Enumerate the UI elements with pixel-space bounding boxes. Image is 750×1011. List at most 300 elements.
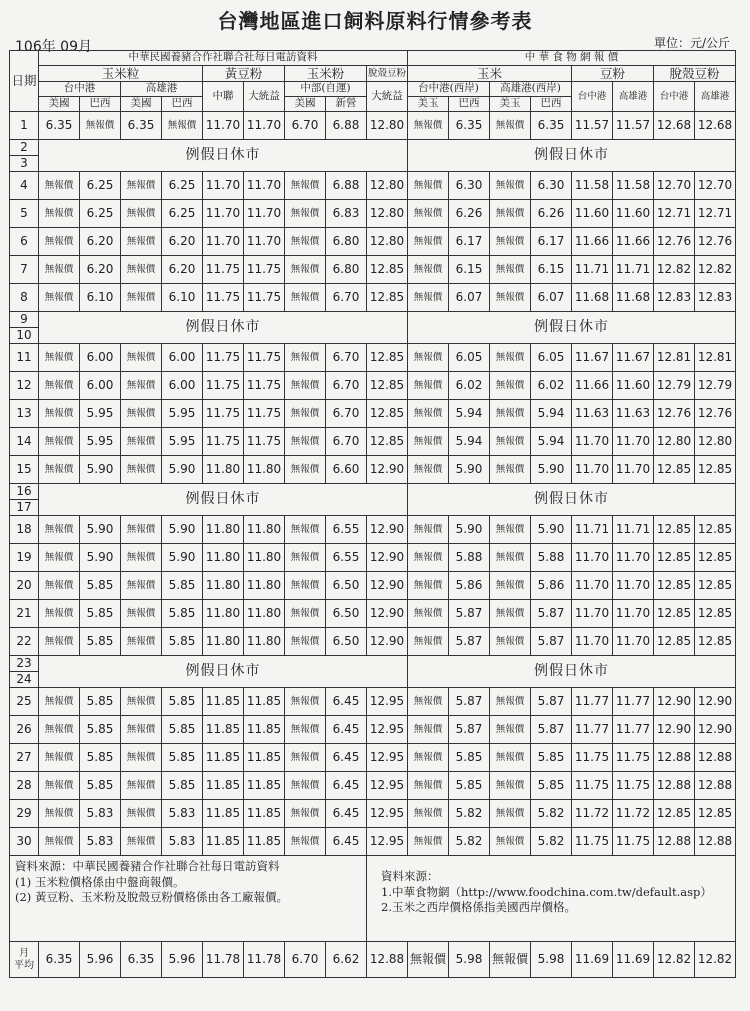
price-cell: 無報價 xyxy=(121,456,162,484)
price-cell: 5.87 xyxy=(531,716,572,744)
average-cell: 無報價 xyxy=(408,942,449,978)
price-cell: 無報價 xyxy=(408,112,449,140)
price-cell: 11.75 xyxy=(203,256,244,284)
day-cell: 29 xyxy=(10,800,39,828)
price-cell: 12.76 xyxy=(654,228,695,256)
price-cell: 12.85 xyxy=(654,456,695,484)
price-cell: 11.75 xyxy=(613,828,654,856)
price-cell: 無報價 xyxy=(121,228,162,256)
notes-right xyxy=(367,856,736,942)
price-cell: 無報價 xyxy=(285,628,326,656)
price-cell: 無報價 xyxy=(408,688,449,716)
price-cell: 無報價 xyxy=(490,256,531,284)
price-cell: 5.85 xyxy=(162,688,203,716)
table-row xyxy=(10,400,736,428)
price-cell: 11.71 xyxy=(572,516,613,544)
price-cell: 6.83 xyxy=(326,200,367,228)
price-cell: 11.85 xyxy=(203,800,244,828)
price-cell: 11.71 xyxy=(613,256,654,284)
price-cell: 6.35 xyxy=(121,112,162,140)
price-cell: 11.63 xyxy=(613,400,654,428)
price-cell: 12.68 xyxy=(695,112,736,140)
day-cell: 7 xyxy=(10,256,39,284)
price-cell: 5.86 xyxy=(449,572,490,600)
price-cell: 5.85 xyxy=(531,772,572,800)
brazil-2-header: 巴西 xyxy=(162,97,203,112)
table-row xyxy=(10,428,736,456)
day-cell: 18 xyxy=(10,516,39,544)
price-cell: 5.85 xyxy=(80,628,121,656)
price-cell: 11.80 xyxy=(244,600,285,628)
price-cell: 6.00 xyxy=(162,372,203,400)
price-cell: 無報價 xyxy=(162,112,203,140)
price-cell: 6.10 xyxy=(162,284,203,312)
price-cell: 11.70 xyxy=(613,628,654,656)
price-cell: 無報價 xyxy=(285,284,326,312)
price-cell: 無報價 xyxy=(121,600,162,628)
kaohsiung-west-header: 高雄港(西岸) xyxy=(490,82,572,97)
price-cell: 12.85 xyxy=(367,428,408,456)
price-cell: 無報價 xyxy=(39,372,80,400)
notes-right-title: 資料來源： xyxy=(381,869,439,883)
price-cell: 無報價 xyxy=(408,456,449,484)
price-cell: 6.25 xyxy=(162,200,203,228)
price-cell: 6.88 xyxy=(326,172,367,200)
price-cell: 6.35 xyxy=(39,112,80,140)
average-cell: 6.62 xyxy=(326,942,367,978)
price-cell: 12.85 xyxy=(695,572,736,600)
average-cell: 5.98 xyxy=(449,942,490,978)
day-cell: 17 xyxy=(10,500,39,516)
price-cell: 11.80 xyxy=(244,544,285,572)
price-cell: 無報價 xyxy=(285,172,326,200)
price-cell: 無報價 xyxy=(121,428,162,456)
price-cell: 無報價 xyxy=(39,256,80,284)
day-cell: 26 xyxy=(10,716,39,744)
price-cell: 11.75 xyxy=(244,284,285,312)
price-cell: 11.80 xyxy=(203,544,244,572)
day-cell: 20 xyxy=(10,572,39,600)
price-cell: 11.80 xyxy=(244,628,285,656)
price-cell: 無報價 xyxy=(39,716,80,744)
price-cell: 11.75 xyxy=(203,284,244,312)
price-cell: 6.05 xyxy=(531,344,572,372)
day-cell: 25 xyxy=(10,688,39,716)
price-cell: 6.25 xyxy=(80,200,121,228)
price-cell: 5.85 xyxy=(162,716,203,744)
price-cell: 6.25 xyxy=(80,172,121,200)
price-cell: 11.77 xyxy=(572,716,613,744)
price-cell: 6.80 xyxy=(326,228,367,256)
price-cell: 無報價 xyxy=(39,544,80,572)
price-cell: 12.88 xyxy=(695,828,736,856)
price-cell: 5.90 xyxy=(531,516,572,544)
price-cell: 11.70 xyxy=(203,112,244,140)
price-cell: 12.85 xyxy=(654,600,695,628)
dehulled-soy-left-header: 脫殼豆粉 xyxy=(367,66,408,82)
unit-label: 單位：元/公斤 xyxy=(653,36,730,50)
price-cell: 12.80 xyxy=(367,172,408,200)
table-row xyxy=(10,172,736,200)
day-cell: 14 xyxy=(10,428,39,456)
kaohsiung-2-header: 高雄港 xyxy=(613,82,654,112)
price-cell: 12.82 xyxy=(654,256,695,284)
price-cell: 無報價 xyxy=(39,744,80,772)
holiday-label: 例假日休市 xyxy=(39,656,408,688)
price-cell: 無報價 xyxy=(490,112,531,140)
price-cell: 12.85 xyxy=(367,372,408,400)
price-cell: 6.70 xyxy=(326,428,367,456)
day-cell: 6 xyxy=(10,228,39,256)
price-cell: 12.88 xyxy=(654,772,695,800)
datongyi-2-header: 大統益 xyxy=(367,82,408,112)
table-row xyxy=(10,344,736,372)
price-cell: 11.85 xyxy=(244,828,285,856)
price-cell: 11.75 xyxy=(203,372,244,400)
price-cell: 6.45 xyxy=(326,716,367,744)
notes-left-line2: (2) 黃豆粉、玉米粉及脫殼豆粉價格係由各工廠報價。 xyxy=(15,890,288,905)
price-cell: 無報價 xyxy=(285,772,326,800)
day-cell: 10 xyxy=(10,328,39,344)
price-cell: 11.80 xyxy=(203,516,244,544)
price-cell: 無報價 xyxy=(490,172,531,200)
price-cell: 11.71 xyxy=(572,256,613,284)
date-header: 日期 xyxy=(10,51,39,112)
price-cell: 無報價 xyxy=(121,372,162,400)
price-cell: 無報價 xyxy=(490,544,531,572)
price-cell: 無報價 xyxy=(490,744,531,772)
price-cell: 11.66 xyxy=(572,372,613,400)
price-cell: 12.80 xyxy=(367,112,408,140)
source-right-header: 中 華 食 物 網 報 價 xyxy=(408,51,736,66)
price-cell: 無報價 xyxy=(490,428,531,456)
price-cell: 11.80 xyxy=(244,572,285,600)
price-cell: 無報價 xyxy=(490,372,531,400)
price-cell: 12.79 xyxy=(695,372,736,400)
brazil-4-header: 巴西 xyxy=(531,97,572,112)
price-cell: 12.95 xyxy=(367,772,408,800)
price-cell: 6.20 xyxy=(80,228,121,256)
average-cell: 11.69 xyxy=(613,942,654,978)
price-cell: 6.45 xyxy=(326,688,367,716)
price-cell: 5.90 xyxy=(449,456,490,484)
price-cell: 6.25 xyxy=(162,172,203,200)
price-cell: 11.77 xyxy=(613,688,654,716)
price-cell: 無報價 xyxy=(121,172,162,200)
price-cell: 12.90 xyxy=(367,572,408,600)
price-cell: 5.95 xyxy=(162,400,203,428)
price-cell: 無報價 xyxy=(285,688,326,716)
price-cell: 12.95 xyxy=(367,716,408,744)
holiday-label: 例假日休市 xyxy=(408,656,736,688)
price-cell: 無報價 xyxy=(121,772,162,800)
average-label-top: 月 xyxy=(19,947,29,959)
price-cell: 11.70 xyxy=(203,172,244,200)
price-cell: 6.02 xyxy=(449,372,490,400)
price-cell: 11.66 xyxy=(613,228,654,256)
price-cell: 無報價 xyxy=(490,600,531,628)
price-cell: 11.70 xyxy=(244,112,285,140)
price-cell: 11.57 xyxy=(613,112,654,140)
price-cell: 11.77 xyxy=(613,716,654,744)
notes-right-line1: 1.中華食物網（http://www.foodchina.com.tw/default.asp） xyxy=(381,884,712,899)
price-cell: 5.85 xyxy=(80,744,121,772)
price-cell: 12.79 xyxy=(654,372,695,400)
price-cell: 12.95 xyxy=(367,800,408,828)
price-cell: 無報價 xyxy=(285,828,326,856)
price-cell: 6.10 xyxy=(80,284,121,312)
price-cell: 11.85 xyxy=(203,688,244,716)
price-cell: 無報價 xyxy=(408,544,449,572)
datongyi-header: 大統益 xyxy=(244,82,285,112)
price-cell: 6.45 xyxy=(326,744,367,772)
price-cell: 5.95 xyxy=(80,428,121,456)
price-cell: 6.45 xyxy=(326,800,367,828)
price-cell: 5.83 xyxy=(80,800,121,828)
price-cell: 無報價 xyxy=(408,516,449,544)
notes-left-line1: (1) 玉米粒價格係由中盤商報價。 xyxy=(15,874,185,889)
price-cell: 12.85 xyxy=(367,400,408,428)
price-cell: 12.95 xyxy=(367,744,408,772)
price-cell: 11.75 xyxy=(203,344,244,372)
meiyu-header: 美玉 xyxy=(408,97,449,112)
holiday-row xyxy=(10,140,736,156)
price-cell: 11.80 xyxy=(203,456,244,484)
price-cell: 11.75 xyxy=(613,772,654,800)
day-cell: 19 xyxy=(10,544,39,572)
price-cell: 6.20 xyxy=(80,256,121,284)
table-row xyxy=(10,112,736,140)
day-cell: 8 xyxy=(10,284,39,312)
price-cell: 5.90 xyxy=(80,516,121,544)
price-cell: 12.85 xyxy=(695,600,736,628)
price-cell: 11.75 xyxy=(572,828,613,856)
price-cell: 5.85 xyxy=(449,772,490,800)
taichung-2-header: 台中港 xyxy=(572,82,613,112)
price-cell: 5.85 xyxy=(80,572,121,600)
price-cell: 無報價 xyxy=(285,716,326,744)
price-cell: 12.81 xyxy=(654,344,695,372)
price-cell: 無報價 xyxy=(490,716,531,744)
price-cell: 6.05 xyxy=(449,344,490,372)
price-cell: 5.85 xyxy=(80,772,121,800)
price-cell: 無報價 xyxy=(121,800,162,828)
price-cell: 11.70 xyxy=(613,572,654,600)
price-cell: 12.90 xyxy=(367,516,408,544)
price-cell: 5.85 xyxy=(162,628,203,656)
price-cell: 無報價 xyxy=(408,344,449,372)
table-row xyxy=(10,284,736,312)
price-cell: 5.85 xyxy=(80,716,121,744)
price-cell: 5.85 xyxy=(449,744,490,772)
price-cell: 無報價 xyxy=(39,600,80,628)
price-cell: 5.95 xyxy=(80,400,121,428)
price-cell: 6.50 xyxy=(326,572,367,600)
price-cell: 5.82 xyxy=(449,828,490,856)
price-cell: 11.72 xyxy=(613,800,654,828)
price-cell: 無報價 xyxy=(490,456,531,484)
price-cell: 5.90 xyxy=(162,544,203,572)
brazil-3-header: 巴西 xyxy=(449,97,490,112)
price-cell: 5.94 xyxy=(449,428,490,456)
average-cell: 5.96 xyxy=(162,942,203,978)
price-cell: 11.77 xyxy=(572,688,613,716)
price-cell: 11.57 xyxy=(572,112,613,140)
price-cell: 無報價 xyxy=(285,372,326,400)
price-cell: 5.82 xyxy=(449,800,490,828)
price-cell: 12.76 xyxy=(695,400,736,428)
price-cell: 12.83 xyxy=(695,284,736,312)
price-cell: 6.17 xyxy=(449,228,490,256)
table-row xyxy=(10,544,736,572)
price-cell: 12.68 xyxy=(654,112,695,140)
usa-2-header: 美國 xyxy=(121,97,162,112)
price-cell: 11.75 xyxy=(244,256,285,284)
price-cell: 5.82 xyxy=(531,800,572,828)
price-cell: 6.17 xyxy=(531,228,572,256)
price-cell: 11.68 xyxy=(572,284,613,312)
day-cell: 13 xyxy=(10,400,39,428)
average-cell: 6.70 xyxy=(285,942,326,978)
price-cell: 5.87 xyxy=(449,628,490,656)
price-cell: 無報價 xyxy=(285,800,326,828)
price-cell: 6.55 xyxy=(326,516,367,544)
average-cell: 無報價 xyxy=(490,942,531,978)
holiday-label: 例假日休市 xyxy=(408,140,736,172)
price-cell: 11.60 xyxy=(613,372,654,400)
price-cell: 無報價 xyxy=(490,688,531,716)
corn-meal-xinying-header: 新營 xyxy=(326,97,367,112)
price-cell: 5.87 xyxy=(531,688,572,716)
price-cell: 無報價 xyxy=(121,716,162,744)
price-cell: 6.45 xyxy=(326,828,367,856)
price-cell: 5.87 xyxy=(449,688,490,716)
price-cell: 6.70 xyxy=(326,284,367,312)
day-cell: 27 xyxy=(10,744,39,772)
price-cell: 6.88 xyxy=(326,112,367,140)
price-cell: 11.85 xyxy=(203,828,244,856)
price-cell: 5.85 xyxy=(162,600,203,628)
price-cell: 6.45 xyxy=(326,772,367,800)
price-cell: 無報價 xyxy=(490,572,531,600)
table-row xyxy=(10,628,736,656)
price-cell: 11.70 xyxy=(203,200,244,228)
soy-meal-header: 豆粉 xyxy=(572,66,654,82)
price-cell: 無報價 xyxy=(408,600,449,628)
price-cell: 6.20 xyxy=(162,228,203,256)
price-cell: 11.75 xyxy=(572,772,613,800)
average-cell: 5.98 xyxy=(531,942,572,978)
average-cell: 12.88 xyxy=(367,942,408,978)
day-cell: 21 xyxy=(10,600,39,628)
price-cell: 無報價 xyxy=(285,744,326,772)
price-cell: 無報價 xyxy=(39,688,80,716)
price-cell: 無報價 xyxy=(408,200,449,228)
price-cell: 11.85 xyxy=(244,772,285,800)
price-cell: 5.85 xyxy=(162,744,203,772)
price-cell: 6.70 xyxy=(326,344,367,372)
day-cell: 22 xyxy=(10,628,39,656)
price-cell: 6.00 xyxy=(162,344,203,372)
price-cell: 無報價 xyxy=(121,744,162,772)
central-cargo-header: 中部(自運) xyxy=(285,82,367,97)
price-cell: 11.67 xyxy=(572,344,613,372)
price-cell: 12.90 xyxy=(654,716,695,744)
table-row xyxy=(10,772,736,800)
price-cell: 無報價 xyxy=(408,228,449,256)
price-cell: 無報價 xyxy=(408,172,449,200)
price-cell: 6.07 xyxy=(449,284,490,312)
price-cell: 12.85 xyxy=(695,544,736,572)
price-cell: 無報價 xyxy=(39,228,80,256)
price-cell: 11.66 xyxy=(572,228,613,256)
price-cell: 5.83 xyxy=(162,800,203,828)
holiday-label: 例假日休市 xyxy=(39,312,408,344)
price-cell: 11.70 xyxy=(572,600,613,628)
price-cell: 5.87 xyxy=(449,600,490,628)
price-cell: 無報價 xyxy=(121,516,162,544)
price-cell: 12.76 xyxy=(654,400,695,428)
price-cell: 無報價 xyxy=(285,572,326,600)
price-cell: 12.88 xyxy=(654,828,695,856)
table-row xyxy=(10,688,736,716)
price-cell: 5.85 xyxy=(531,744,572,772)
average-cell: 12.82 xyxy=(654,942,695,978)
price-cell: 無報價 xyxy=(408,428,449,456)
price-cell: 6.70 xyxy=(326,400,367,428)
price-cell: 無報價 xyxy=(285,456,326,484)
corn-header: 玉米 xyxy=(408,66,572,82)
price-cell: 5.83 xyxy=(162,828,203,856)
table-row xyxy=(10,372,736,400)
brazil-header: 巴西 xyxy=(80,97,121,112)
price-cell: 無報價 xyxy=(408,772,449,800)
price-cell: 12.85 xyxy=(654,572,695,600)
price-cell: 無報價 xyxy=(490,344,531,372)
price-cell: 無報價 xyxy=(408,572,449,600)
price-cell: 11.80 xyxy=(203,600,244,628)
price-cell: 11.80 xyxy=(203,572,244,600)
price-cell: 11.70 xyxy=(572,628,613,656)
price-cell: 6.15 xyxy=(449,256,490,284)
table-row xyxy=(10,516,736,544)
price-cell: 無報價 xyxy=(39,344,80,372)
price-cell: 6.70 xyxy=(326,372,367,400)
price-cell: 6.50 xyxy=(326,600,367,628)
price-cell: 11.58 xyxy=(572,172,613,200)
price-cell: 11.70 xyxy=(613,544,654,572)
day-cell: 4 xyxy=(10,172,39,200)
day-cell: 30 xyxy=(10,828,39,856)
price-cell: 11.70 xyxy=(572,428,613,456)
price-cell: 11.70 xyxy=(244,228,285,256)
kaohsiung-3-header: 高雄港 xyxy=(695,82,736,112)
price-cell: 6.60 xyxy=(326,456,367,484)
price-cell: 12.80 xyxy=(695,428,736,456)
price-cell: 12.71 xyxy=(695,200,736,228)
price-cell: 無報價 xyxy=(408,716,449,744)
holiday-label: 例假日休市 xyxy=(39,140,408,172)
price-cell: 無報價 xyxy=(121,400,162,428)
average-cell: 11.78 xyxy=(203,942,244,978)
price-cell: 無報價 xyxy=(285,400,326,428)
price-cell: 11.70 xyxy=(613,456,654,484)
price-table xyxy=(9,50,736,978)
day-cell: 11 xyxy=(10,344,39,372)
price-cell: 6.30 xyxy=(449,172,490,200)
price-cell: 5.90 xyxy=(80,544,121,572)
price-cell: 5.90 xyxy=(449,516,490,544)
